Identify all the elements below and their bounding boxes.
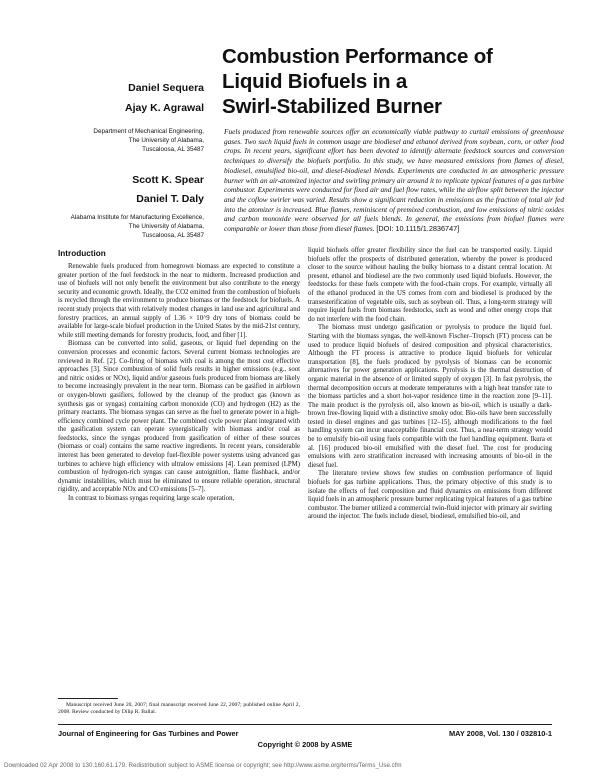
- footer-rule: [58, 724, 552, 725]
- footnote-rule: [58, 698, 118, 699]
- footnote: Manuscript received June 20, 2007; final manuscript received June 22, 2007; published online April 2, 2008. Review conducted by Dilip R. Ballal.: [58, 702, 300, 716]
- doi[interactable]: [DOI: 10.1115/1.2836747]: [376, 224, 460, 234]
- author-name: Ajay K. Agrawal: [125, 102, 204, 114]
- copyright: Copyright © 2008 by ASME: [257, 740, 353, 749]
- paragraph: The literature review shows few studies on combustion performance of liquid biofuels for gas turbine applications. Thus, the primary objective of this study is to isolate the effects of fuel composition and fluid dynamics on emissions from different liquid fuels in an atmospheric pressure burner replicating typical features of a gas turbine combustor. The burner utilized a commercial twin-fluid injector with primary air swirling around the injector. The fuels include diesel, biodiesel, emulsified bio-oil, and: [308, 470, 552, 521]
- right-column: [308, 247, 552, 522]
- author-name: Daniel T. Daly: [136, 193, 204, 205]
- paragraph: In contrast to biomass syngas requiring large scale operation,: [68, 495, 235, 503]
- paragraph: The biomass must undergo gasification or pyrolysis to produce the liquid fuel. Starting with the biomass syngas, the well-known Fischer–Tropsch (FT) process can be used to produce liquid biofuels of desired composition and physical characteristics. Although the FT process is attractive to produce liquid biofuels for vehicular transportation [8], the fuels produced by pyrolysis of biomass can be economic alternatives for power generation applications. Pyrolysis is the thermal destruction of organic material in the absence of or limited supply of oxygen [3]. In fast pyrolysis, the thermal decomposition occurs at moderate temperatures with a high heat transfer rate to the biomass particles and a short hot-vapor residence time in the reaction zone [9–11]. The main product is the pyrolysis oil, also known as bio-oil, which is usually a dark-brown free-flowing liquid with a distinctive smoky odor. Bio-oils have been successfully tested in diesel engines and gas turbines [12–15], although modifications to the fuel handling system can incur unacceptable financial cost. Thus, a near-term strategy would be to emulsify bio-oil using fuels compatible with the fuel handling equipment. Ikura et al. [16] produced bio-oil emulsified with the diesel fuel. The cost for producing emulsions with zero stratification increased with increasing amounts of bio-oil in the diesel fuel.: [308, 324, 552, 469]
- title-line-3: Swirl-Stabilized Burner: [222, 95, 442, 118]
- title-line-2: Liquid Biofuels in a: [222, 70, 408, 93]
- abstract: [224, 127, 564, 234]
- left-column: [58, 263, 300, 504]
- journal-name: Journal of Engineering for Gas Turbines and Power: [58, 729, 239, 738]
- title-line-1: Combustion Performance of: [222, 45, 493, 68]
- paragraph: Biomass can be converted into solid, gaseous, or liquid fuel depending on the conversion processes and economic factors. Several current biomass technologies are reviewed in Ref. [2]. Co-firing of biomass with coal is among the most cost effective approaches [3]. Since combustion of solid fuels results in higher emissions (e.g., soot and nitric oxides or NOx), liquid and/or gaseous fuels produced from biomass are likely to become increasingly prevalent in the near term. Biomass can be gasified in airblown or oxygen-blown gasifiers, followed by the cleanup of the product gas (known as synthesis gas or syngas) containing carbon monoxide (CO) and hydrogen (H2) as the primary reactants. The biomass syngas can serve as the fuel to generate power in a high-efficiency combined cycle power plant. The combined cycle power plant integrated with the gasification system can operate synergistically with biomass and/or coal as feedstocks, since the syngas produced from gasification of either of these sources (biomass or coal) contains the same reactive ingredients. In recent years, considerable interest has been generated to develop fuel-flexible power systems using advanced gas turbines to achieve high efficiency with ultralow emissions [4]. Lean premixed (LPM) combustion of hydrogen-rich syngas can cause autoignition, flame flashback, and/or dynamic instabilities, which must be eliminated to ensure reliable operation, structural rigidity, and acceptable NOx and CO emissions [5–7].: [58, 340, 300, 494]
- author-name: Daniel Sequera: [128, 82, 204, 94]
- issue-info: MAY 2008, Vol. 130 / 032810-1: [449, 729, 552, 738]
- author-name: Scott K. Spear: [132, 174, 204, 186]
- author-affiliation: Department of Mechanical Engineering, The University of Alabama, Tuscaloosa, AL 35487: [93, 128, 204, 153]
- download-notice: Downloaded 02 Apr 2008 to 130.160.61.179. Redistribution subject to ASME license or copyright; see http://www.asme.org/terms/Terms_Use.cfm: [4, 762, 402, 769]
- section-heading: Introduction: [58, 249, 106, 258]
- paragraph: Renewable fuels produced from homegrown biomass are expected to constitute a greater portion of the fuel feedstock in the near to midterm. Increased production and use of biofuels will not only benefit the environment but also contribute to the energy security and economic growth. Ideally, the CO2 emitted from the combustion of biofuels is recycled through the environment to produce biomass or the feedstock for biofuels. A recent study projects that with relatively modest changes in land use and agricultural and forestry practices, an annual supply of 1.36 × 10^9 dry tons of biomass could be available for large-scale biofuel production in the United States by the mid-21st century, while still meeting demands for forestry products, food, and fiber [1].: [58, 263, 300, 339]
- abstract-text: Fuels produced from renewable sources offer an economically viable pathway to curtail emissions of greenhouse gases. Two such liquid fuels in common usage are biodiesel and ethanol derived from soybean, corn, or other food crops. In recent years, significant effort has been devoted to identify alternate feedstock sources and conversion techniques to diversify the biofuels portfolio. In this study, we have measured emissions from flames of diesel, biodiesel, emulsified bio-oil, and diesel-biodiesel blends. Experiments are conducted in an atmospheric pressure burner with an air-atomized injector and swirling primary air around it to replicate typical features of a gas turbine combustor. Experiments were conducted for fixed air and fuel flow rates, while the airflow split between the injector and the coflow swirler was varied. Results show a significant reduction in emissions as the fraction of total air fed into the atomizer is increased. Blue flames, reminiscent of premixed combustion, and low emissions of nitric oxides and carbon monoxide were observed for all fuels blends. In general, the emissions from biofuel flames were comparable or lower than those from diesel flames.: [224, 127, 564, 234]
- paragraph: liquid biofuels offer greater flexibility since the fuel can be transported easily. Liquid biofuels offer the prospects of distributed generation, whereby the power is produced closer to the source without hauling the bulky biomass to a distant central location. At present, ethanol and biodiesel are the two commonly used liquid biofuels. However, the feedstocks for these fuels compete with the food-chain crops. For example, virtually all of the ethanol produced in the US comes from corn and biodiesel is produced by the transesterification of vegetable oils, such as soybean oil. Thus, a long-term strategy will require liquid fuels from biomass feedstocks, such as wood and other energy crops that do not interfere with the food chain.: [308, 247, 552, 323]
- paper-title: [222, 44, 562, 119]
- author-affiliation: Alabama Institute for Manufacturing Excellence, The University of Alabama, Tuscaloosa, AL 35487: [70, 214, 204, 239]
